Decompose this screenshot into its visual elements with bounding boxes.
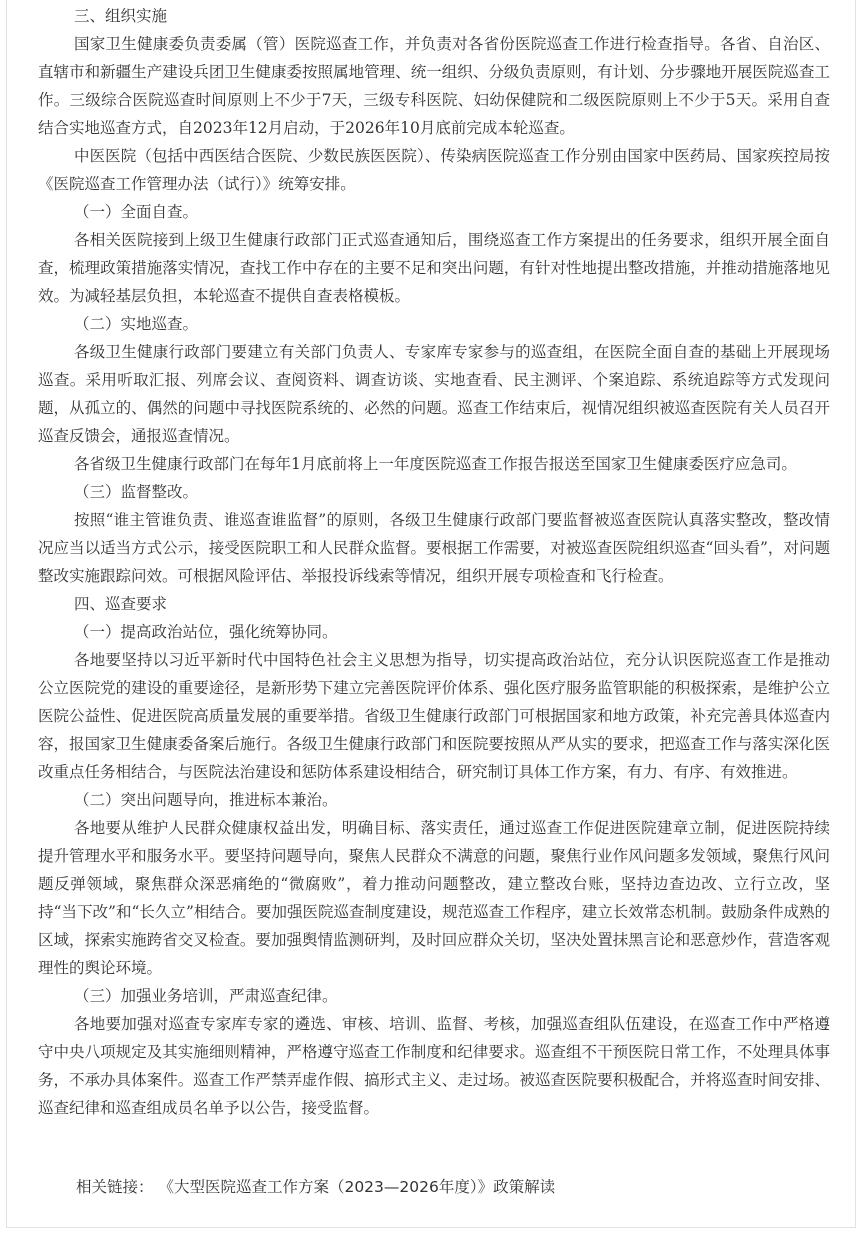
- paragraph: 各地要坚持以习近平新时代中国特色社会主义思想为指导，切实提高政治站位，充分认识医院巡查工作是推动公立医院党的建设的重要途径，是新形势下建立完善医院评价体系、强化医疗服务监管职能的积极探索，是维护公立医院公益性、促进医院高质量发展的重要举措。省级卫生健康行政部门可根据国家和地方政策，补充完善具体巡查内容，报国家卫生健康委备案后施行。各级卫生健康行政部门和医院要按照从严从实的要求，把巡查工作与落实深化医改重点任务相结合，与医院法治建设和惩防体系建设相结合，研究制订具体工作方案，有力、有序、有效推进。: [38, 651, 830, 781]
- paragraph: 各地要加强对巡查专家库专家的遴选、审核、培训、监督、考核，加强巡查组队伍建设，在巡查工作中严格遵守中央八项规定及其实施细则精神，严格遵守巡查工作制度和纪律要求。巡查组不干预医院日常工作，不处理具体事务，不承办具体案件。巡查工作严禁弄虚作假、搞形式主义、走过场。被巡查医院要积极配合，并将巡查时间安排、巡查纪律和巡查组成员名单予以公告，接受监督。: [38, 1015, 830, 1117]
- section-heading-requirements: 四、巡查要求: [74, 595, 168, 613]
- subheading-political-standing: （一）提高政治站位，强化统筹协同。: [74, 623, 338, 641]
- subheading-self-inspection: （一）全面自查。: [74, 203, 199, 221]
- section-heading-organization: 三、组织实施: [74, 7, 168, 25]
- related-links: [76, 1173, 555, 1201]
- paragraph: 中医医院（包括中西医结合医院、少数民族医医院）、传染病医院巡查工作分别由国家中医药局、国家疾控局按《医院巡查工作管理办法（试行）》统筹安排。: [38, 147, 830, 193]
- paragraph: 各省级卫生健康行政部门在每年1月底前将上一年度医院巡查工作报告报送至国家卫生健康委医疗应急司。: [74, 455, 797, 473]
- paragraph: 按照“谁主管谁负责、谁巡查谁监督”的原则，各级卫生健康行政部门要监督被巡查医院认真落实整改，整改情况应当以适当方式公示，接受医院职工和人民群众监督。要根据工作需要，对被巡查医院组织巡查“回头看”，对问题整改实施跟踪问效。可根据风险评估、举报投诉线索等情况，组织开展专项检查和飞行检查。: [38, 511, 830, 585]
- subheading-supervision: （三）监督整改。: [74, 483, 199, 501]
- subheading-training-discipline: （三）加强业务培训，严肃巡查纪律。: [74, 987, 338, 1005]
- article-body: [38, 2, 830, 1122]
- subheading-onsite-inspection: （二）实地巡查。: [74, 315, 199, 333]
- paragraph: 各相关医院接到上级卫生健康行政部门正式巡查通知后，围绕巡查工作方案提出的任务要求，组织开展全面自查，梳理政策措施落实情况，查找工作中存在的主要不足和突出问题，有针对性地提出整改措施，并推动措施落地见效。为减轻基层负担，本轮巡查不提供自查表格模板。: [38, 231, 830, 305]
- policy-interpretation-link[interactable]: 《大型医院巡查工作方案（2023—2026年度）》政策解读: [158, 1178, 556, 1196]
- related-label: 相关链接：: [76, 1178, 154, 1196]
- subheading-problem-orientation: （二）突出问题导向，推进标本兼治。: [74, 791, 338, 809]
- paragraph: 各级卫生健康行政部门要建立有关部门负责人、专家库专家参与的巡查组，在医院全面自查的基础上开展现场巡查。采用听取汇报、列席会议、查阅资料、调查访谈、实地查看、民主测评、个案追踪、系统追踪等方式发现问题，从孤立的、偶然的问题中寻找医院系统的、必然的问题。巡查工作结束后，视情况组织被巡查医院有关人员召开巡查反馈会，通报巡查情况。: [38, 343, 830, 445]
- paragraph: 国家卫生健康委负责委属（管）医院巡查工作，并负责对各省份医院巡查工作进行检查指导。各省、自治区、直辖市和新疆生产建设兵团卫生健康委按照属地管理、统一组织、分级负责原则，有计划、分步骤地开展医院巡查工作。三级综合医院巡查时间原则上不少于7天，三级专科医院、妇幼保健院和二级医院原则上不少于5天。采用自查结合实地巡查方式，自2023年12月启动，于2026年10月底前完成本轮巡查。: [38, 35, 830, 137]
- paragraph: 各地要从维护人民群众健康权益出发，明确目标、落实责任，通过巡查工作促进医院建章立制，促进医院持续提升管理水平和服务水平。要坚持问题导向，聚焦人民群众不满意的问题，聚焦行业作风问题多发领域，聚焦行风问题反弹领域，聚焦群众深恶痛绝的“微腐败”，着力推动问题整改，建立整改台账，坚持边查边改、立行立改，坚持“当下改”和“长久立”相结合。要加强医院巡查制度建设，规范巡查工作程序，建立长效常态机制。鼓励条件成熟的区域，探索实施跨省交叉检查。要加强舆情监测研判，及时回应群众关切，坚决处置抹黑言论和恶意炒作，营造客观理性的舆论环境。: [38, 819, 830, 977]
